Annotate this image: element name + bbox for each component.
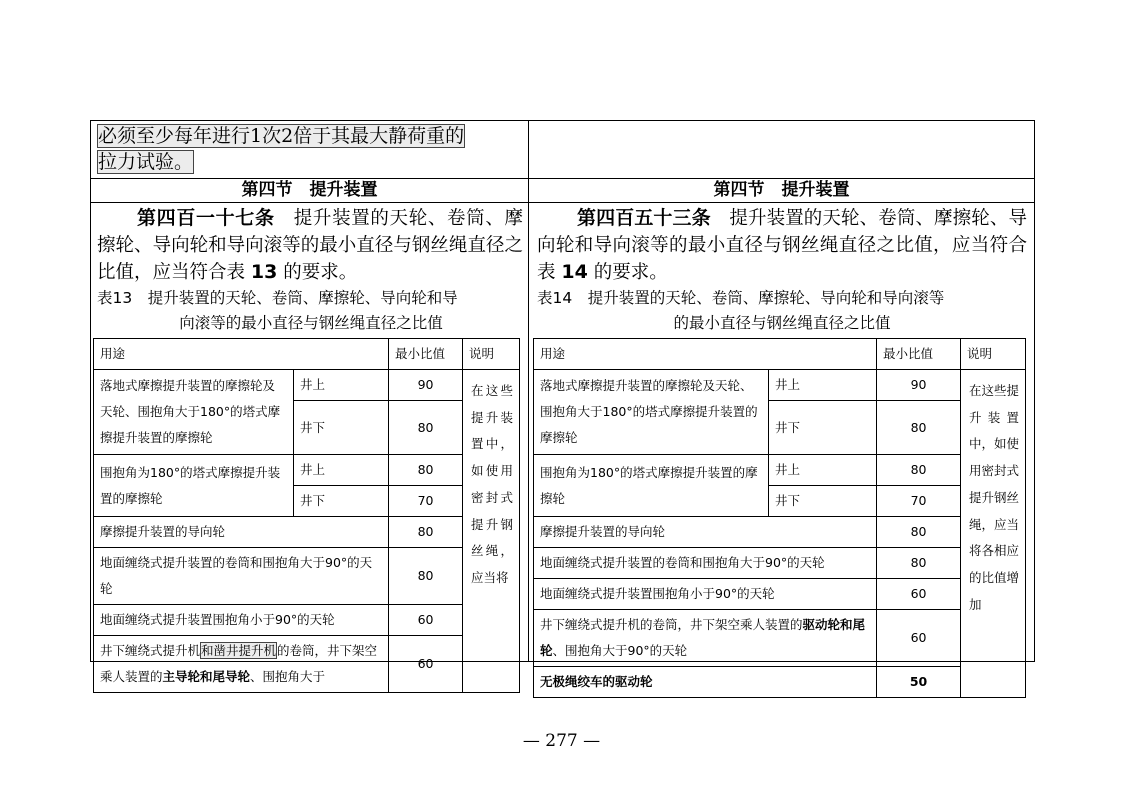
- left-row6-highlight: 和凿井提升机: [201, 643, 277, 658]
- left-row6-purpose: [94, 636, 389, 693]
- left-row6-text-b: 的卷筒，井下架空乘人装置的: [100, 643, 378, 684]
- right-row1-loc2: 井下: [769, 401, 877, 455]
- top-note-line2: 拉力试验。: [98, 151, 194, 173]
- right-table-caption: [537, 286, 1027, 336]
- right-row6-text-a: 井下缠绕式提升机的卷筒，井下架空乘人装置的: [540, 617, 803, 632]
- left-caption-line2: 向滚等的最小直径与钢丝绳直径之比值: [179, 314, 443, 332]
- right-row1-purpose: 落地式摩擦提升装置的摩擦轮及天轮、围抱角大于180°的塔式摩擦提升装置的摩擦轮: [534, 370, 769, 455]
- right-row1-loc1: 井上: [769, 370, 877, 401]
- left-header-ratio: 最小比值: [389, 339, 463, 370]
- left-row5-val: 60: [389, 605, 463, 636]
- right-row6-purpose: [534, 610, 877, 667]
- right-row6-text-b: 、围抱角大于90°的天轮: [552, 643, 688, 658]
- right-article: [537, 205, 1027, 286]
- left-table-caption: [97, 286, 525, 336]
- left-row3-val: 80: [389, 517, 463, 548]
- comparison-frame: [90, 120, 1035, 689]
- left-row6-bold: 主导轮和尾导轮: [162, 669, 251, 684]
- left-article: [97, 205, 523, 286]
- right-header-purpose: 用途: [534, 339, 877, 370]
- left-row6-text-c: 、围抱角大于: [250, 669, 326, 684]
- left-row5-purpose: 地面缠绕式提升装置围抱角小于90°的天轮: [94, 605, 389, 636]
- left-row2-purpose: 围抱角为180°的塔式摩擦提升装置的摩擦轮: [94, 455, 294, 517]
- right-row1-val2: 80: [877, 401, 961, 455]
- left-section-title: 第四节 提升装置: [241, 180, 378, 200]
- page-number: — 277 —: [522, 731, 601, 751]
- left-row1-val2: 80: [389, 401, 463, 455]
- left-article-ref: 13: [250, 261, 278, 283]
- right-row3-val: 80: [877, 517, 961, 548]
- left-row4-val: 80: [389, 548, 463, 605]
- right-article-text: 提升装置的天轮、卷筒、摩擦轮、导向轮和导向滚等的最小直径与钢丝绳直径之比值，应当符合表: [537, 208, 1027, 283]
- left-article-text: 提升装置的天轮、卷筒、摩擦轮、导向轮和导向滚等的最小直径与钢丝绳直径之比值，应当符合表: [97, 208, 523, 283]
- right-row2-val2: 70: [877, 486, 961, 517]
- left-row3-purpose: 摩擦提升装置的导向轮: [94, 517, 389, 548]
- right-table: [533, 338, 1032, 698]
- left-table: [93, 338, 520, 693]
- left-caption-line1: 表13 提升装置的天轮、卷筒、摩擦轮、导向轮和导: [97, 289, 458, 307]
- right-header-note: 说明: [961, 339, 1026, 370]
- right-row6-bold: 驱动轮和尾轮: [540, 617, 866, 658]
- right-table-note: 在这些提升装置中，如使用密封式提升钢丝绳，应当将各相应的比值增 加: [961, 370, 1026, 698]
- left-row1-loc2: 井下: [294, 401, 389, 455]
- right-row7-val: 50: [877, 667, 961, 698]
- right-row4-val: 80: [877, 548, 961, 579]
- left-row1-purpose: 落地式摩擦提升装置的摩擦轮及天轮、围抱角大于180°的塔式摩擦提升装置的摩擦轮: [94, 370, 294, 455]
- right-row2-loc1: 井上: [769, 455, 877, 486]
- right-row6-val: 60: [877, 610, 961, 667]
- top-note-line1: 必须至少每年进行1次2倍于其最大静荷重的: [98, 125, 465, 147]
- left-header-purpose: 用途: [94, 339, 389, 370]
- right-row4-purpose: 地面缠绕式提升装置的卷筒和围抱角大于90°的天轮: [534, 548, 877, 579]
- left-row2-loc2: 井下: [294, 486, 389, 517]
- left-row6-val: 60: [389, 636, 463, 693]
- right-row2-purpose: 围抱角为180°的塔式摩擦提升装置的摩擦轮: [534, 455, 769, 517]
- right-row7-bold: 无极绳绞车的驱动轮: [540, 674, 653, 689]
- right-row2-loc2: 井下: [769, 486, 877, 517]
- left-article-no: 第四百一十七条: [137, 207, 275, 229]
- right-row1-val1: 90: [877, 370, 961, 401]
- left-article-tail: 的要求。: [283, 262, 358, 283]
- right-row3-purpose: 摩擦提升装置的导向轮: [534, 517, 877, 548]
- right-row5-val: 60: [877, 579, 961, 610]
- right-caption-line1: 表14 提升装置的天轮、卷筒、摩擦轮、导向轮和导向滚等: [537, 289, 945, 307]
- right-article-ref: 14: [561, 261, 588, 283]
- right-header-ratio: 最小比值: [877, 339, 961, 370]
- left-row2-val2: 70: [389, 486, 463, 517]
- left-row4-purpose: 地面缠绕式提升装置的卷筒和围抱角大于90°的天轮: [94, 548, 389, 605]
- right-article-no: 第四百五十三条: [577, 207, 711, 229]
- right-row2-val1: 80: [877, 455, 961, 486]
- left-row1-val1: 90: [389, 370, 463, 401]
- left-row2-val1: 80: [389, 455, 463, 486]
- right-caption-line2: 的最小直径与钢丝绳直径之比值: [673, 314, 891, 332]
- right-section-title: 第四节 提升装置: [713, 180, 850, 200]
- left-header-note: 说明: [463, 339, 520, 370]
- top-note: [97, 123, 521, 175]
- right-row7-purpose: [534, 667, 877, 698]
- left-row2-loc1: 井上: [294, 455, 389, 486]
- left-table-note: 在这些提升装置中，如使用密封式提升钢丝绳，应当将: [463, 370, 520, 693]
- row-divider-section: [91, 202, 1034, 203]
- left-row1-loc1: 井上: [294, 370, 389, 401]
- left-row6-text-a: 井下缠绕式提升机: [100, 643, 201, 658]
- right-article-tail: 的要求。: [593, 262, 668, 283]
- right-row5-purpose: 地面缠绕式提升装置围抱角小于90°的天轮: [534, 579, 877, 610]
